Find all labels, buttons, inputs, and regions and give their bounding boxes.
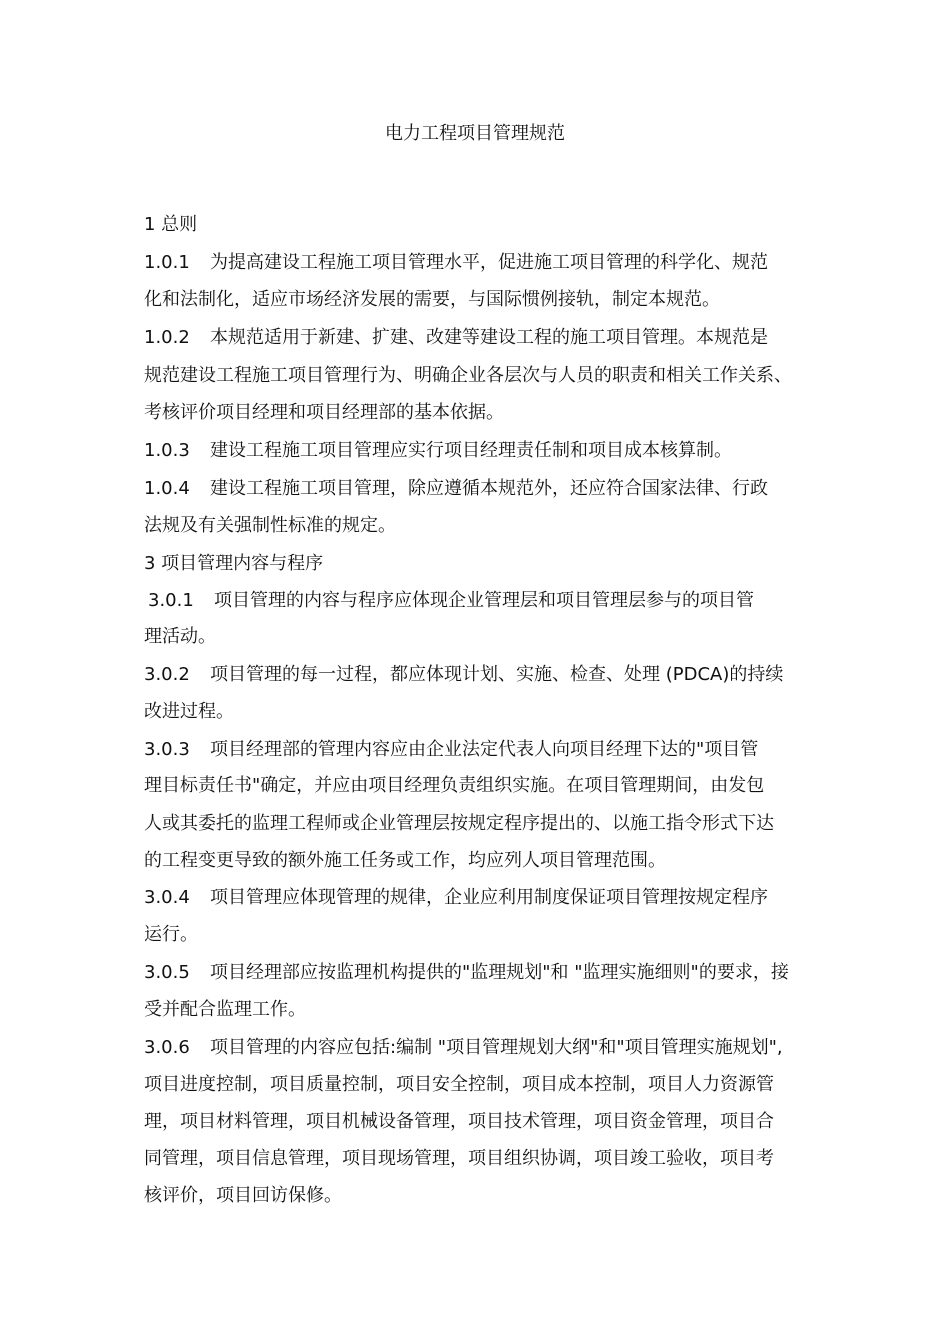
clause-3-0-3 <box>144 738 834 762</box>
text-line: 的工程变更导致的额外施工任务或工作，均应列人项目管理范围。 <box>144 850 666 871</box>
clause-3-0-4 <box>144 886 834 910</box>
clause-number: 3.0.4 <box>144 887 190 908</box>
text-line: 核评价，项目回访保修。 <box>144 1185 342 1206</box>
clause-text: 建设工程施工项目管理，除应遵循本规范外，还应符合国家法律、行政 <box>210 478 768 499</box>
section-heading-1: 1 总则 <box>144 214 198 235</box>
clause-number: 1.0.1 <box>144 252 190 273</box>
clause-1-0-3 <box>144 439 834 463</box>
clause-number: 1.0.4 <box>144 478 190 499</box>
clause-number: 3.0.2 <box>144 664 190 685</box>
clause-text: 建设工程施工项目管理应实行项目经理责任制和项目成本核算制。 <box>210 440 732 461</box>
text-line: 项目进度控制，项目质量控制，项目安全控制，项目成本控制，项目人力资源管 <box>144 1074 774 1095</box>
clause-number: 3.0.6 <box>144 1037 190 1058</box>
clause-number: 3.0.5 <box>144 962 190 983</box>
document-title: 电力工程项目管理规范 <box>385 123 565 144</box>
clause-text: 项目管理的内容应包括:编制 "项目管理规划大纲"和"项目管理实施规划", <box>210 1037 783 1058</box>
clause-text: 为提高建设工程施工项目管理水平，促进施工项目管理的科学化、规范 <box>210 252 768 273</box>
clause-number: 1.0.2 <box>144 327 190 348</box>
text-line: 考核评价项目经理和项目经理部的基本依据。 <box>144 402 504 423</box>
text-line: 理目标责任书"确定，并应由项目经理负责组织实施。在项目管理期间，由发包 <box>144 775 765 796</box>
text-line: 同管理，项目信息管理，项目现场管理，项目组织协调，项目竣工验收，项目考 <box>144 1148 774 1169</box>
clause-number: 3.0.1 <box>148 590 194 611</box>
clause-text: 项目经理部应按监理机构提供的"监理规划"和 "监理实施细则"的要求，接 <box>210 962 789 983</box>
text-line: 化和法制化，适应市场经济发展的需要，与国际惯例接轨，制定本规范。 <box>144 289 720 310</box>
section-heading-3: 3 项目管理内容与程序 <box>144 553 324 574</box>
clause-text: 项目管理应体现管理的规律，企业应利用制度保证项目管理按规定程序 <box>210 887 768 908</box>
clause-3-0-2 <box>144 663 834 687</box>
clause-text: 项目经理部的管理内容应由企业法定代表人向项目经理下达的"项目管 <box>210 739 759 760</box>
clause-text: 项目管理的每一过程，都应体现计划、实施、检查、处理 (PDCA)的持续 <box>210 664 784 685</box>
text-line: 理，项目材料管理，项目机械设备管理，项目技术管理，项目资金管理，项目合 <box>144 1111 774 1132</box>
text-line: 受并配合监理工作。 <box>144 999 306 1020</box>
text-line: 人或其委托的监理工程师或企业管理层按规定程序提出的、以施工指令形式下达 <box>144 813 774 834</box>
text-line: 法规及有关强制性标准的规定。 <box>144 515 396 536</box>
clause-number: 3.0.3 <box>144 739 190 760</box>
clause-1-0-2 <box>144 326 834 350</box>
clause-1-0-4 <box>144 477 834 501</box>
clause-3-0-1 <box>148 589 838 613</box>
clause-text: 本规范适用于新建、扩建、改建等建设工程的施工项目管理。本规范是 <box>210 327 768 348</box>
clause-3-0-5 <box>144 961 834 985</box>
clause-text: 项目管理的内容与程序应体现企业管理层和项目管理层参与的项目管 <box>214 590 754 611</box>
clause-number: 1.0.3 <box>144 440 190 461</box>
text-line: 运行。 <box>144 924 198 945</box>
clause-3-0-6 <box>144 1036 834 1060</box>
text-line: 理活动。 <box>144 626 216 647</box>
clause-1-0-1 <box>144 251 834 275</box>
text-line: 规范建设工程施工项目管理行为、明确企业各层次与人员的职责和相关工作关系、 <box>144 365 792 386</box>
text-line: 改进过程。 <box>144 701 234 722</box>
